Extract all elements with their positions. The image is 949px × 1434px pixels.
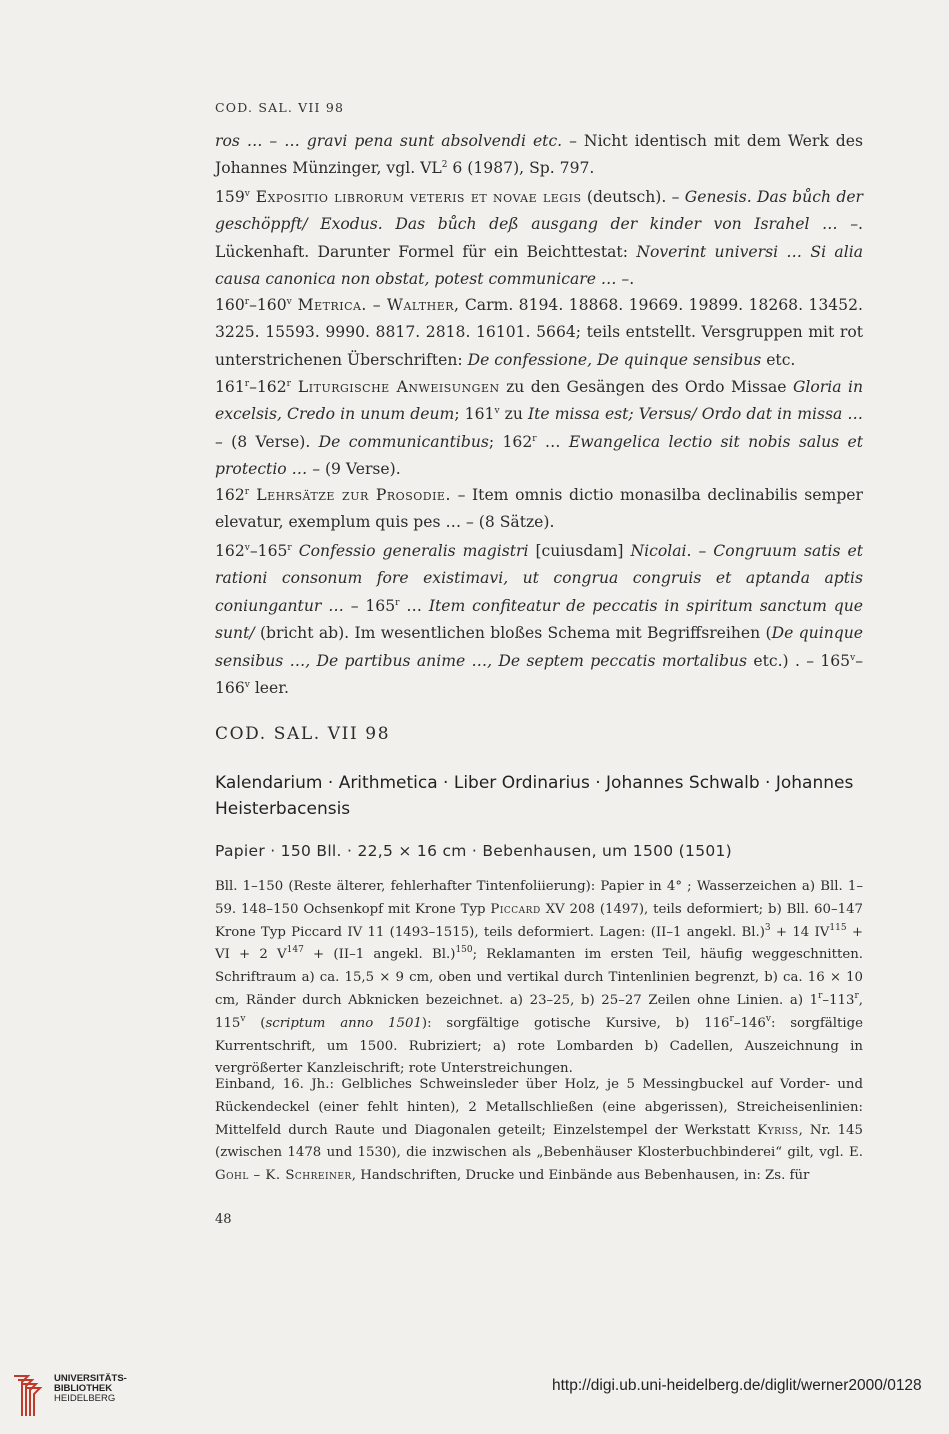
section-heading: COD. SAL. VII 98 — [215, 724, 391, 744]
library-logo-icon — [12, 1374, 46, 1418]
logo-line-1: UNIVERSITÄTS- — [54, 1373, 127, 1384]
logo-line-2: BIBLIOTHEK — [54, 1383, 113, 1394]
logo-line-3: HEIDELBERG — [54, 1393, 116, 1404]
entry-161r: 161$^r$–162$^r$ Liturgische Anweisungen zu den Gesängen des Ordo Missae Gloria in excelsis, Credo in unum deum; 161$^v$ zu Ite missa est; Versus/ Ordo dat in missa … – (8 Verse). De communicantibus; 162$^r$ … Ewangelica lectio sit nobis salus et protectio … – (9 Verse). — [215, 378, 864, 479]
binding-description: Einband, 16. Jh.: Gelbliches Schweinsleder über Holz, je 5 Messingbuckel auf Vorder- und Rückendeckel (einer fehlt hinten), 2 Metallschließen (eine abgerissen), Streicheisenlinien: Mittelfeld durch Raute und Diagonalen geteilt; Einzelstempel der Werkstatt Kyriss, Nr. 145 (zwischen 1478 und 1530), die inzwischen als „Bebenhäuser Klosterbuchbinderei“ gilt, vgl. E. Gohl – K. Schreiner, Handschriften, Drucke und Einbände aus Bebenhausen, in: Zs. für — [215, 1077, 863, 1184]
source-url-link[interactable]: http://digi.ub.uni-heidelberg.de/diglit/werner2000/0128 — [552, 1377, 922, 1394]
page-number: 48 — [215, 1212, 232, 1227]
entry-heading: Liturgische Anweisungen — [290, 378, 500, 396]
running-head: COD. SAL. VII 98 — [215, 100, 345, 115]
manuscript-title: Kalendarium · Arithmetica · Liber Ordinarius · Johannes Schwalb · Johannes Heisterbacensis — [215, 773, 854, 819]
entry-162r: 162$^r$ Lehrsätze zur Prosodie. – Item omnis dictio monasilba declinabilis semper elevatur, exemplum quis pes … – (8 Sätze). — [215, 486, 863, 532]
physical-description: Bll. 1–150 (Reste älterer, fehlerhafter Tintenfoliierung): Papier in 4° ; Wasserzeichen a) Bll. 1–59. 148–150 Ochsenkopf mit Krone Typ Piccard XV 208 (1497), teils deformiert; b) Bll. 60–147 Krone Typ Piccard IV 11 (1493–1515), teils deformiert. Lagen: (II–1 angekl. Bl.)$^3$ + 14 $IV^{115}$ + VI + 2 $V^{147} + (II-1$ angekl. Bl.)$^{150}$; Reklamanten im ersten Teil, häufig weggeschnitten. Schriftraum a) ca. 15,5 × 9 cm, oben und vertikal durch Tintenlinien begrenzt, b) ca. 16 × 10 cm, Ränder durch Abknicken bezeichnet. a) 23–25, b) 25–27 Zeilen ohne Linien. a) 1$^r$–113$^r$, 115$^v$ (scriptum anno 1501): sorgfältige gotische Kursive, b) 116$^r$–146$^v$: sorgfältige Kurrentschrift, um 1500. Rubriziert; a) rote Lombarden b) Cadellen, Auszeichnung in vergrößerter Kanzleischrift; rote Unterstreichungen. — [215, 879, 864, 1077]
manuscript-subtitle: Papier · 150 Bll. · 22,5 × 16 cm · Bebenhausen, um 1500 (1501) — [215, 842, 733, 860]
entry-159v: 159$^v$ Expositio librorum veteris et novae legis (deutsch). – Genesis. Das bůch der geschöppft/ Exodus. Das bůch deß ausgang der kinder von Israhel … –. Lückenhaft. Darunter Formel für ein Beichttestat: Noverint universi … Si alia causa canonica non obstat, potest communicare … –. — [215, 188, 863, 289]
entry-heading: Lehrsätze zur Prosodie. — [249, 486, 451, 504]
entry-162v: 162$^v$–165$^r$ Confessio generalis magistri [cuiusdam] Nicolai. – Congruum satis et rationi consonum fore existimavi, ut congrua congruis et aptanda aptis coniungantur … – 165$^r$ … Item confiteatur de peccatis in spiritum sanctum que sunt/ (bricht ab). Im wesentlichen bloßes Schema mit Begriffsreihen (De quinque sensibus …, De partibus anime …, De septem peccatis mortalibus etc.) . – 165$^v$–166$^v$ leer. — [215, 542, 864, 698]
entry-160r: 160$^r$–160$^v$ Metrica. – Walther, Carm. 8194. 18868. 19669. 19899. 18268. 13452. 3225. 15593. 9990. 8817. 2818. 16101. 5664; teils entstellt. Versgruppen mit rot unterstrichenen Überschriften: De confessione, De quinque sensibus etc. — [215, 296, 863, 369]
incipit-text: ros … – … gravi pena sunt absolvendi etc. — [215, 132, 563, 150]
entry-heading: Expositio librorum veteris et novae legis — [249, 188, 582, 206]
paragraph-continuation: ros … – … gravi pena sunt absolvendi etc. – Nicht identisch mit dem Werk des Johannes Münzinger, vgl. $VL^2$ 6 (1987), Sp. 797. — [215, 132, 863, 178]
entry-heading: Metrica. – Walther, — [291, 296, 460, 314]
library-logo[interactable] — [12, 1374, 127, 1418]
